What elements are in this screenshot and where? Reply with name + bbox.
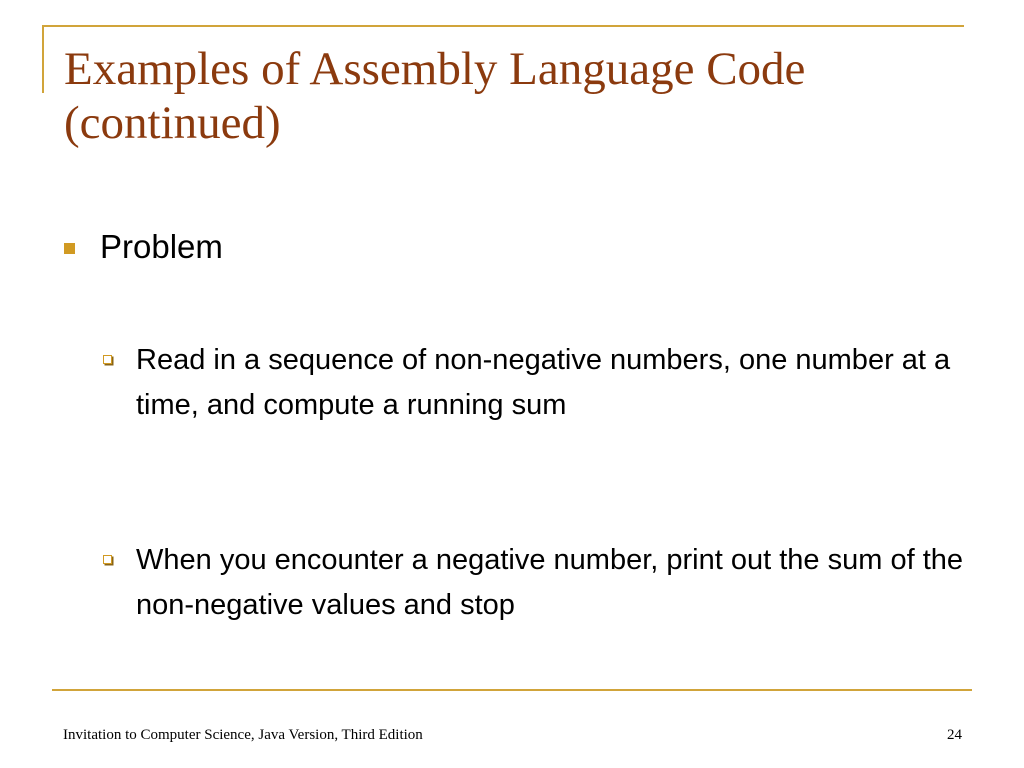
sub-bullet-negative-number bbox=[103, 538, 963, 628]
title-frame-left-rule bbox=[42, 25, 44, 93]
filled-square-bullet-icon bbox=[64, 243, 75, 254]
bullet-problem bbox=[64, 225, 944, 269]
title-frame-top-rule bbox=[42, 25, 964, 27]
sub-bullet-negative-number-text: When you encounter a negative number, print out the sum of the non-negative values and stop bbox=[136, 544, 964, 621]
footer-text: Invitation to Computer Science, Java Version, Third Edition bbox=[63, 727, 423, 743]
hollow-square-bullet-icon bbox=[103, 355, 112, 364]
slide-title: Examples of Assembly Language Code (continued) bbox=[64, 43, 806, 149]
bullet-problem-text: Problem bbox=[100, 228, 223, 265]
footer-rule bbox=[52, 689, 972, 691]
sub-bullet-read-sequence bbox=[103, 338, 963, 428]
page-number: 24 bbox=[947, 727, 962, 743]
hollow-square-bullet-icon bbox=[103, 555, 112, 564]
sub-bullet-read-sequence-text: Read in a sequence of non-negative numbers, one number at a time, and compute a running sum bbox=[136, 344, 951, 421]
